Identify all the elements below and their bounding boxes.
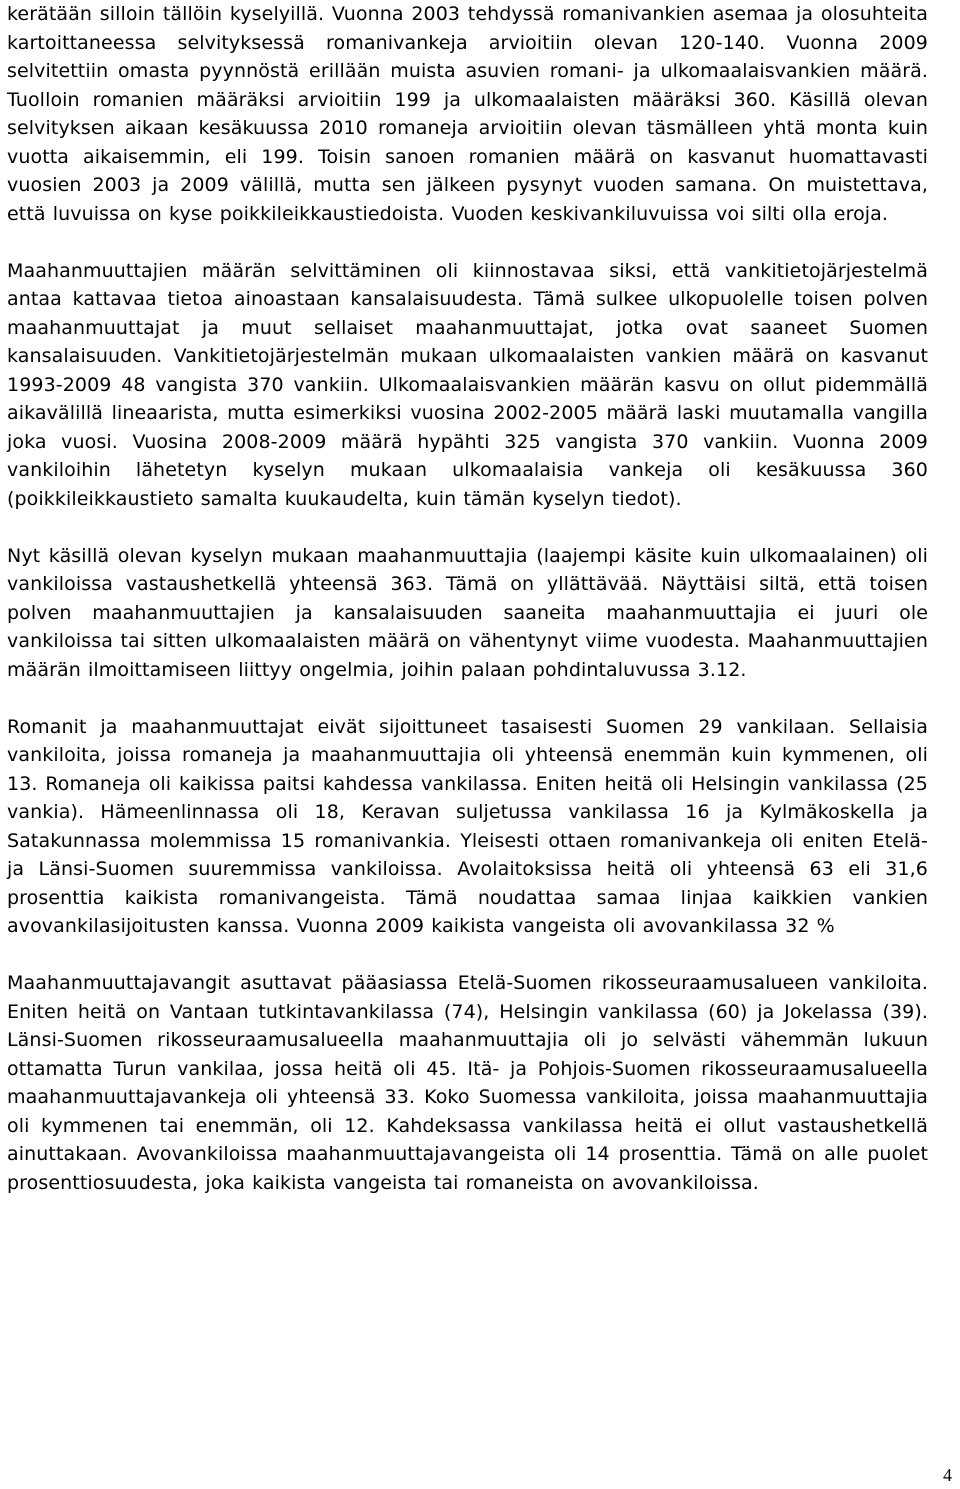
document-page	[7, 0, 928, 1226]
paragraph-immigrant-count: Maahanmuuttajien määrän selvittäminen oli kiinnostavaa siksi, että vankitietojärjestelmä antaa kattavaa tietoa ainoastaan kansalaisuudesta. Tämä sulkee ulkopuolelle toisen polven maahanmuuttajat ja muut sellaiset maahanmuuttajat, jotka ovat saaneet Suomen kansalaisuuden. Vankitietojärjestelmän mukaan ulkomaalaisten vankien määrä on kasvanut 1993-2009 48 vangista 370 vankiin. Ulkomaalaisvankien määrän kasvu on ollut pidemmällä aikavälillä lineaarista, mutta esimerkiksi vuosina 2002-2005 määrä laski muutamalla vangilla joka vuosi. Vuosina 2008-2009 määrä hypähti 325 vangista 370 vankiin. Vuonna 2009 vankiloihin lähetetyn kyselyn mukaan ulkomaalaisia vankeja oli kesäkuussa 360 (poikkileikkaustieto samalta kuukaudelta, kuin tämän kyselyn tiedot).	[7, 259, 928, 510]
paragraph-survey-result: Nyt käsillä olevan kyselyn mukaan maahanmuuttajia (laajempi käsite kuin ulkomaalainen) oli vankiloissa vastaushetkellä yhteensä 363. Tämä on yllättävää. Näyttäisi siltä, että toisen polven maahanmuuttajien ja kansalaisuuden saaneita maahanmuuttajia ei juuri ole vankiloissa tai sitten ulkomaalaisten määrä on vähentynyt viime vuodesta. Maahanmuuttajien määrän ilmoittamiseen liittyy ongelmia, joihin palaan pohdintaluvussa 3.12.	[7, 544, 928, 681]
paragraph-immigrant-prisons: Maahanmuuttajavangit asuttavat pääasiassa Etelä-Suomen rikosseuraamusalueen vankiloita. Eniten heitä on Vantaan tutkintavankilassa (74), Helsingin vankilassa (60) ja Jokelassa (39). Länsi-Suomen rikosseuraamusalueella maahanmuuttajia oli jo selvästi vähemmän lukuun ottamatta Turun vankilaa, jossa heitä oli 45. Itä- ja Pohjois-Suomen rikosseuraamusalueella maahanmuuttajavankeja oli yhteensä 33. Koko Suomessa vankiloita, joissa maahanmuuttajia oli kymmenen tai enemmän, oli 12. Kahdeksassa vankilassa heitä ei ollut vastaushetkellä ainuttakaan. Avovankiloissa maahanmuuttajavangeista oli 14 prosenttia. Tämä on alle puolet prosenttiosuudesta, joka kaikista vangeista tai romaneista on avovankiloissa.	[7, 972, 928, 1194]
page-number: 4	[943, 1465, 952, 1485]
paragraph-prison-distribution: Romanit ja maahanmuuttajat eivät sijoittuneet tasaisesti Suomen 29 vankilaan. Sellaisia vankiloita, joissa romaneja ja maahanmuuttajia oli yhteensä enemmän kuin kymmenen, oli 13. Romaneja oli kaikissa paitsi kahdessa vankilassa. Eniten heitä oli Helsingin vankilassa (25 vankia). Hämeenlinnassa oli 18, Keravan suljetussa vankilassa 16 ja Kylmäkoskella ja Satakunnassa molemmissa 15 romanivankia. Yleisesti ottaen romanivankeja oli eniten Etelä- ja Länsi-Suomen suuremmissa vankiloissa. Avolaitoksissa heitä oli yhteensä 63 eli 31,6 prosenttia kaikista romanivangeista. Tämä noudattaa samaa linjaa kaikkien vankien avovankilasijoitusten kanssa. Vuonna 2009 kaikista vangeista oli avovankilassa 32 %	[7, 715, 928, 937]
paragraph-romani-prisoners: kerätään silloin tällöin kyselyillä. Vuonna 2003 tehdyssä romanivankien asemaa ja olosuhteita kartoittaneessa selvityksessä romanivankeja arvioitiin olevan 120-140. Vuonna 2009 selvitettiin omasta pyynnöstä erillään muista asuvien romani- ja ulkomaalaisvankien määrä. Tuolloin romanien määräksi arvioitiin 199 ja ulkomaalaisten määräksi 360. Käsillä olevan selvityksen aikaan kesäkuussa 2010 romaneja arvioitiin olevan täsmälleen yhtä monta kuin vuotta aikaisemmin, eli 199. Toisin sanoen romanien määrä on kasvanut huomattavasti vuosien 2003 ja 2009 välillä, mutta sen jälkeen pysynyt vuoden samana. On muistettava, että luvuissa on kyse poikkileikkaustiedoista. Vuoden keskivankiluvuissa voi silti olla eroja.	[7, 3, 928, 225]
